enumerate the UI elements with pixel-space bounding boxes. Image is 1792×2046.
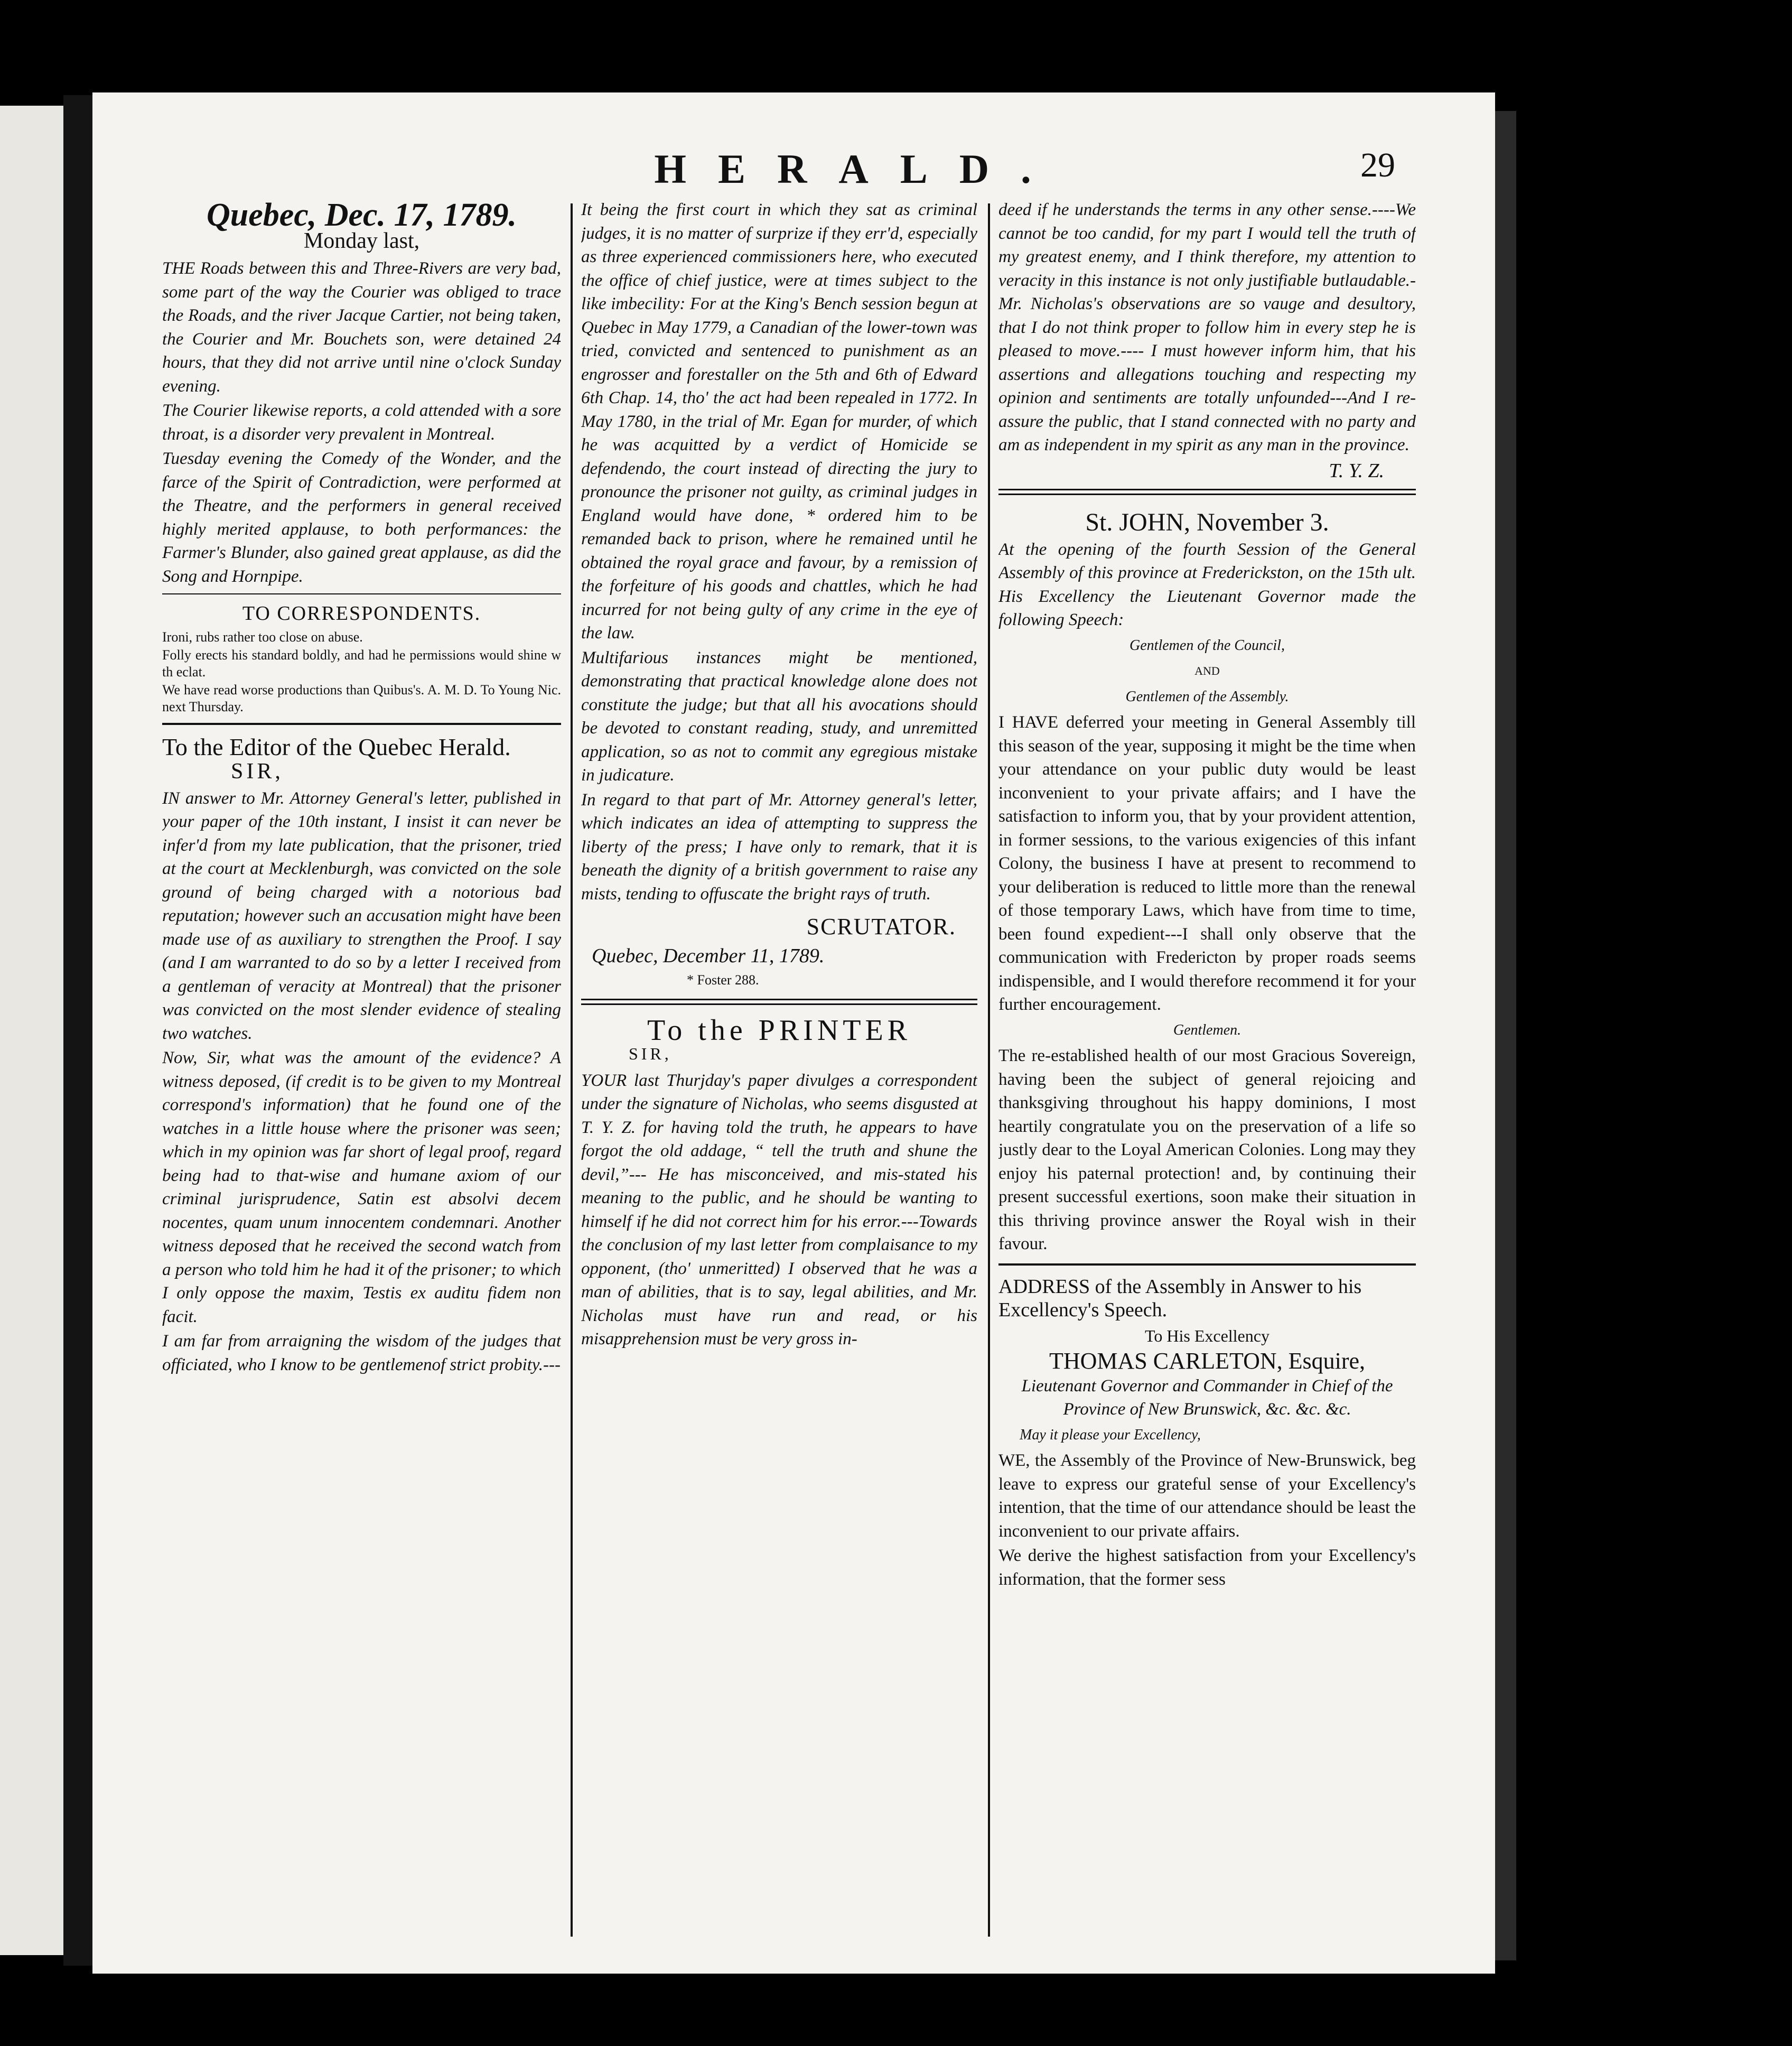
correspondent-note: Ironi, rubs rather too close on abuse.	[162, 629, 363, 645]
column-rule-2	[988, 203, 990, 1937]
signature-scrutator: SCRUTATOR.	[806, 914, 956, 940]
addressee-title: Lieutenant Governor and Commander in Chief of the Province of New Brunswick, &c. &c. &c.	[1021, 1376, 1393, 1419]
speech-intro: At the opening of the fourth Session of the General Assembly of this province at Frederickston, on the 15th ult. His Excellency the Lieutenant Governor made the following Speech:	[998, 540, 1416, 629]
address-paragraph: WE, the Assembly of the Province of New-Brunswick, beg leave to express our grateful sense of your Excellency's intention, that the time of our attendance should be least the inconvenient to our private affairs.	[998, 1451, 1416, 1541]
newspaper-page	[92, 92, 1495, 1974]
divider	[162, 593, 561, 594]
letter-paragraph: IN answer to Mr. Attorney General's letter, published in your paper of the 10th instant, I insist it can never be infer'd from my late publication, that the prisoner, tried at the court at Mecklenburgh, was convicted on the sole ground of being charged with a notorious bad reputation; however such an accusation might have been made use of as auxiliary to strengthen the Proof. I say (and I am warranted to do so by a letter I received from a gentleman of veracity at Montreal) that the prisoner was convicted on the most slender evidence of stealing two watches.	[162, 788, 561, 1043]
correspondent-note: Folly erects his standard boldly, and had he permissions would shine w th eclat.	[162, 647, 561, 680]
column-2	[581, 198, 977, 1937]
page-header-title: HERALD.	[654, 146, 1063, 192]
divider-double	[998, 489, 1416, 495]
speech-paragraph: I HAVE deferred your meeting in General Assembly till this season of the year, supposing it might be the time when your attendance on your public duty would be least inconvenient to your private affairs; and I have the satisfaction to inform you, that by your provident attention, in former sessions, to the various exigencies of this infant Colony, the business I have at present to recommend to your deliberation is reduced to little more than the renewal of those temporary Laws, which have from time to time, been found expedient---I shall only observe that the communication with Fredericton by proper roads seems indispensible, and I would therefore recommend it for your further encouragement.	[998, 713, 1416, 1014]
letter-paragraph: YOUR last Thurjday's paper divulges a correspondent under the signature of Nicholas, who seems disgusted at T. Y. Z. for having told the truth, he appears to have forgot the old addage, “ tell the truth and shune the devil,”--- He has misconceived, and mis-stated his meaning to the public, and he should be wanting to himself if he did not correct him for his error.---Towards the conclusion of my last letter from complaisance to my opponent, (tho' unmeritted) I observed that he was a man of abilities, that is to say, legal abilities, and Mr. Nicholas must have run and read, or his misapprehension must be very gross in-	[581, 1071, 977, 1348]
footnote: * Foster 288.	[687, 972, 759, 988]
and-label: AND	[1194, 664, 1220, 677]
page-number: 29	[1360, 146, 1395, 184]
letter-heading-editor: To the Editor of the Quebec Herald.	[162, 733, 511, 760]
divider-double	[581, 999, 977, 1005]
book-binding	[63, 95, 92, 1966]
addressee-name: THOMAS CARLETON, Esquire,	[1049, 1348, 1366, 1374]
salutation-sir: SIR,	[231, 759, 284, 784]
letter-heading-printer: To the PRINTER	[647, 1013, 912, 1047]
column-rule-1	[571, 203, 573, 1937]
speech-paragraph: The re-established health of our most Gracious Sovereign, having been the subject of general rejoicing and thanksgiving throughout his happy dominions, I most heartily congratulate you on the preservation of a life so justly dear to the Loyal American Colonies. Long may they enjoy his paternal protection! and, by continuing their present successful exertions, soon make their situation in this thriving province answer the Royal wish in their favour.	[998, 1046, 1416, 1253]
salutation-sir: SIR,	[629, 1044, 672, 1063]
correspondents-heading: TO CORRESPONDENTS.	[242, 602, 481, 625]
letter-paragraph: In regard to that part of Mr. Attorney general's letter, which indicates an idea of attempting to suppress the liberty of the press; I have only to remark, that it is beneath the dignity of a british government to raise any mists, tending to offuscate the bright rays of truth.	[581, 790, 977, 904]
column-1	[162, 198, 561, 1937]
article-courier: The Courier likewise reports, a cold attended with a sore throat, is a disorder very prevalent in Montreal.	[162, 401, 561, 444]
divider	[998, 1263, 1416, 1266]
letter-paragraph: Now, Sir, what was the amount of the evidence? A witness deposed, (if credit is to be given to my Montreal correspond's information) that he found one of the watches in a little house where the prisoner was seen; which in my opinion was far short of legal proof, regard being had to that-wise and humane axiom of our criminal jurisprudence, Satin est absolvi decem nocentes, quam unum innocentem condemnari. Another witness deposed that he received the second watch from a person who told him he had it of the prisoner; to which I only oppose the maxim, Testis ex auditu fidem non facit.	[162, 1048, 561, 1326]
letter-paragraph: Multifarious instances might be mentioned, demonstrating that practical knowledge alone does not constitute the judge; but that all his avocations should be devoted to constant reading, study, and unremitted application, so as not to commit any egregious mistake in judicature.	[581, 648, 977, 785]
column-3	[998, 198, 1416, 1937]
divider	[162, 723, 561, 725]
address-paragraph: We derive the highest satisfaction from your Excellency's information, that the former sess	[998, 1546, 1416, 1589]
article-theatre: Tuesday evening the Comedy of the Wonder, and the farce of the Spirit of Contradiction, were performed at the Theatre, and the performers in general received highly merited applause, to both performances: the Farmer's Blunder, also gained great applause, as did the Song and Hornpipe.	[162, 449, 561, 586]
correspondent-note: We have read worse productions than Quibus's. A. M. D. To Young Nic. next Thursday.	[162, 682, 561, 714]
signature-tyz: T. Y. Z.	[1329, 459, 1384, 482]
dateline-quebec: Quebec, Dec. 17, 1789.	[206, 198, 517, 233]
address-heading: ADDRESS of the Assembly in Answer to his Excellency's Speech.	[998, 1275, 1362, 1321]
letter-paragraph: deed if he understands the terms in any other sense.----We cannot be too candid, for my part I would tell the truth of my greatest enemy, and I think therefore, my attention to veracity in this instance is not only justifiable butlaudable.-Mr. Nicholas's observations are so vauge and desultory, that I do not think proper to follow him in every step he is pleased to move.---- I must however inform him, that his assertions and allegations touching and respecting my opinion and sentiments are totally unfounded---And I re-assure the public, that I stand connected with no party and am as independent in my spirit as any man in the province.	[998, 200, 1416, 454]
article-roads: THE Roads between this and Three-Rivers are very bad, some part of the way the Courier was obliged to trace the Roads, and the river Jacque Cartier, not being taken, the Courier and Mr. Bouchets son, were detained 24 hours, that they did not arrive until nine o'clock Sunday evening.	[162, 259, 561, 396]
gentlemen-label: Gentlemen.	[1173, 1021, 1242, 1038]
may-it-please: May it please your Excellency,	[1020, 1426, 1201, 1443]
gentlemen-council: Gentlemen of the Council,	[1130, 637, 1285, 654]
gentlemen-assembly: Gentlemen of the Assembly.	[1125, 688, 1289, 705]
dateline-december: Quebec, December 11, 1789.	[592, 944, 825, 967]
dateline-st-john: St. JOHN, November 3.	[1085, 508, 1329, 536]
to-excellency: To His Excellency	[1145, 1326, 1270, 1345]
previous-page-edge	[0, 106, 63, 1955]
letter-paragraph: I am far from arraigning the wisdom of the judges that officiated, who I know to be gentlemenof strict probity.---	[162, 1332, 561, 1374]
subhead-monday: Monday last,	[303, 228, 420, 253]
page-edge	[1495, 111, 1516, 1960]
letter-paragraph: It being the first court in which they sat as criminal judges, it is no matter of surprize if they err'd, especially as three experienced commissioners here, who executed the office of chief justice, were at times subject to the like imbecility: For at the King's Bench session begun at Quebec in May 1779, a Canadian of the lower-town was tried, convicted and sentenced to punishment as an engrosser and forestaller on the 5th and 6th of Edward 6th Chap. 14, tho' the act had been repealed in 1772. In May 1780, in the trial of Mr. Egan for murder, of which he was acquitted by a verdict of Homicide se defendendo, the court instead of directing the jury to pronounce the prisoner not guilty, as criminal judges in England would have done, * ordered him to be remanded back to prison, where he remained until he obtained the royal grace and favour, by a remission of the forfeiture of his goods and chattles, which he had incurred for not being gulty of any crime in the eye of the law.	[581, 200, 977, 643]
